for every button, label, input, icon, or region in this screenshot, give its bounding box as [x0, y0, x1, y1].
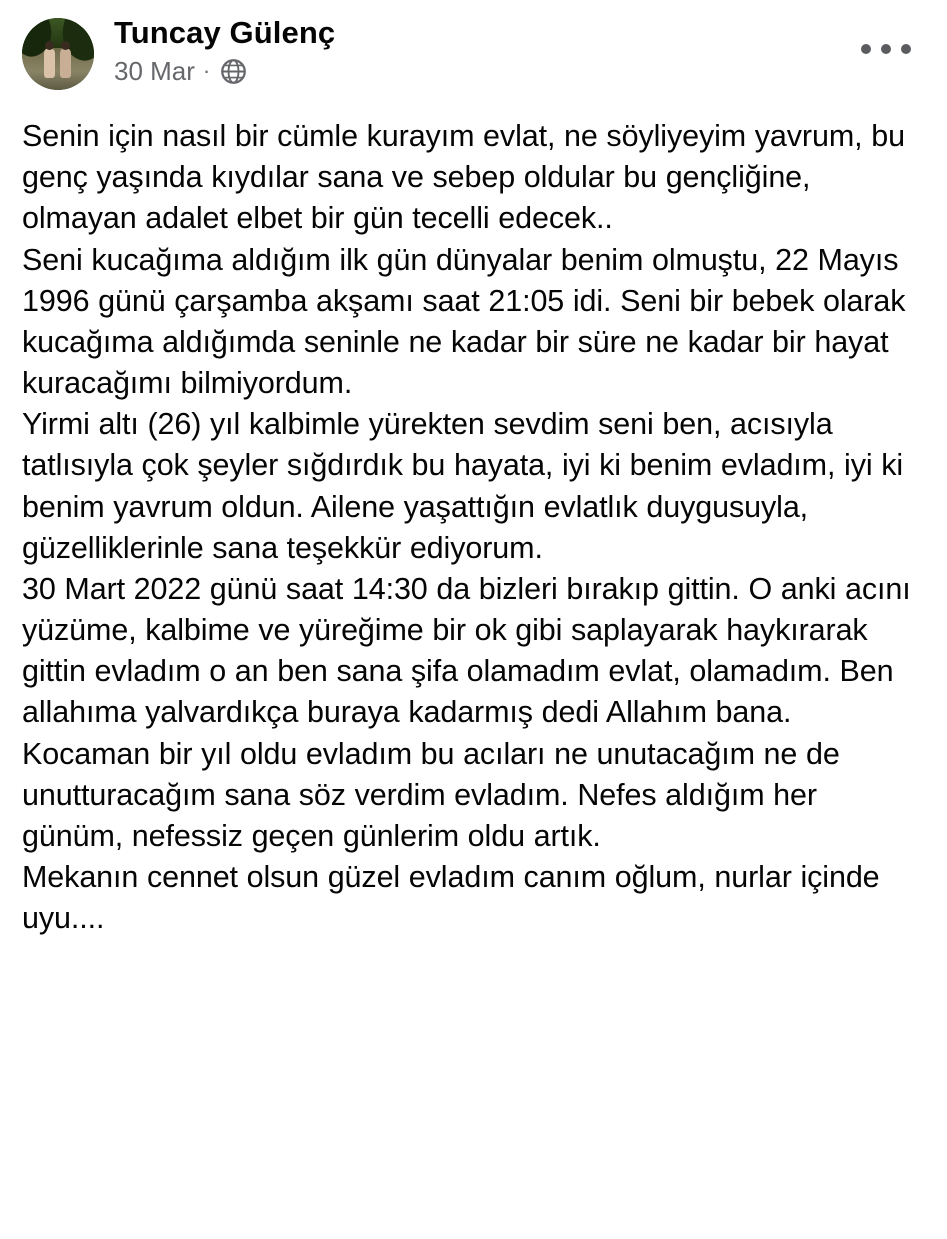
post-paragraph: Kocaman bir yıl oldu evladım bu acıları ne unutacağım ne de unutturacağım sana söz verdim evladım. Nefes aldığım her günüm, nefessiz geçen günlerim oldu artık.	[22, 736, 840, 853]
avatar-person-right	[60, 48, 71, 78]
post-timestamp[interactable]: 30 Mar	[114, 55, 195, 86]
avatar-person-left	[44, 48, 55, 78]
post-paragraph: Seni kucağıma aldığım ilk gün dünyalar benim olmuştu, 22 Mayıs 1996 günü çarşamba akşamı saat 21:05 idi. Seni bir bebek olarak kucağıma aldığımda seninle ne kadar bir süre ne kadar bir hayat kuracağımı bilmiyordum.	[22, 242, 906, 401]
avatar[interactable]	[22, 18, 94, 90]
post-paragraph: Yirmi altı (26) yıl kalbimle yürekten sevdim seni ben, acısıyla tatlısıyla çok şeyler sığdırdık bu hayata, iyi ki benim evladım, iyi ki benim yavrum oldun. Ailene yaşattığın evlatlık duygusuyla, güzelliklerinle sana teşekkür ediyorum.	[22, 407, 904, 565]
globe-icon[interactable]	[220, 58, 247, 85]
more-dot-2	[881, 44, 891, 54]
post-more-options-button[interactable]	[859, 34, 913, 64]
meta-separator: ·	[202, 57, 211, 83]
post-author-name[interactable]: Tuncay Gülenç	[114, 15, 336, 50]
post-paragraph: Mekanın cennet olsun güzel evladım canım oğlum, nurlar içinde uyu....	[22, 860, 880, 936]
post-paragraph: 30 Mart 2022 günü saat 14:30 da bizleri bırakıp gittin. O anki acını yüzüme, kalbime ve yüreğime bir ok gibi saplayarak haykırarak gittin evladım o an ben sana şifa olamadım evlat, olamadım. Ben allahıma yalvardıkça buraya kadarmış dedi Allahım bana.	[22, 571, 911, 730]
more-dot-1	[861, 44, 871, 54]
post-body	[22, 116, 921, 939]
post-header	[22, 14, 921, 110]
post-header-text	[114, 14, 335, 85]
post-paragraph: Senin için nasıl bir cümle kurayım evlat, ne söyliyeyim yavrum, bu genç yaşında kıydılar sana ve sebep oldular bu gençliğine, olmayan adalet elbet bir gün tecelli edecek..	[22, 119, 905, 236]
post-meta	[114, 57, 335, 86]
more-dot-3	[901, 44, 911, 54]
